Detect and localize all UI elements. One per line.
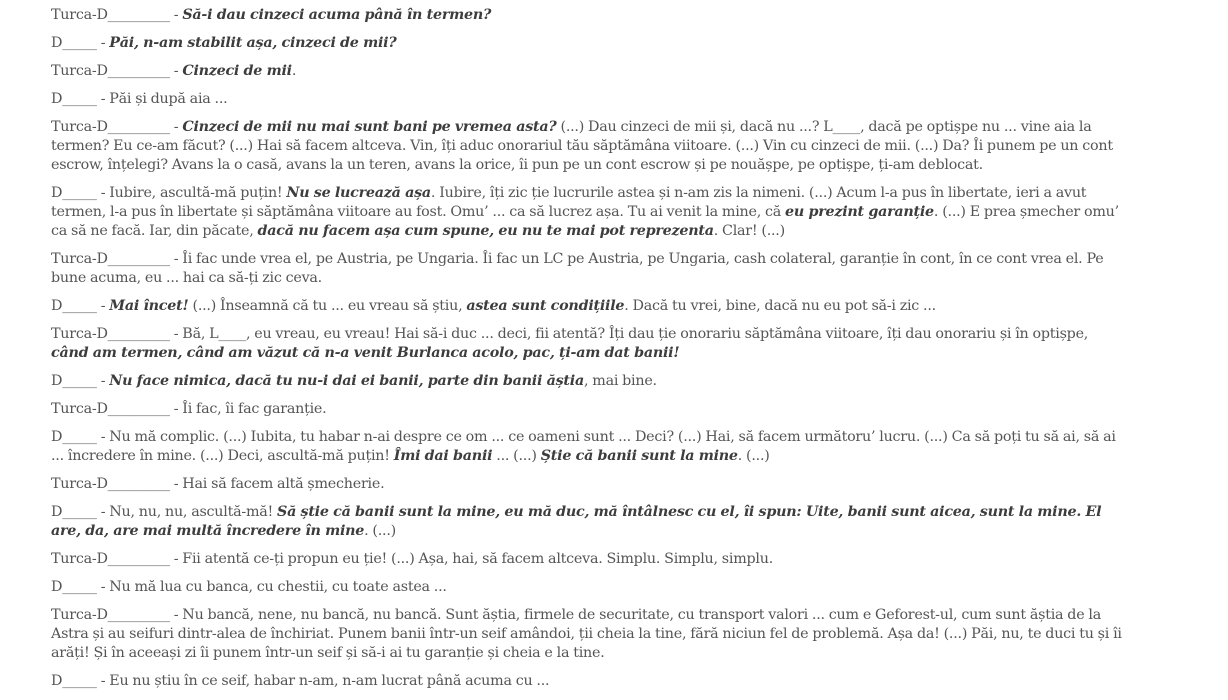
transcript-paragraph <box>51 606 1126 663</box>
transcript-paragraph <box>51 6 1126 25</box>
transcript-paragraph <box>51 400 1126 419</box>
transcript-text: D_____ - Nu, nu, nu, ascultă-mă! <box>51 504 278 520</box>
transcript-text: . Dacă tu vrei, bine, dacă nu eu pot să-i zic ... <box>624 298 936 314</box>
transcript-paragraph <box>51 250 1126 288</box>
transcript-paragraph <box>51 325 1126 363</box>
transcript-text: Turca-D_________ - Nu bancă, nene, nu bancă, nu bancă. Sunt ăștia, firmele de securitate, cu transport valori ... cum e Geforest-ul, cum sunt ăștia de la Astra și au seifuri dintr-alea de închiriat. Punem banii într-un seif amândoi, ții cheia la tine, fără niciun fel de problemă. Așa da! (...) Păi, nu, te duci tu și îi arăți! Și în aceeași zi îi punem într-un seif și să-i ai tu garanție și cheia e la tine. <box>51 607 1122 661</box>
emphasized-quote: Să știe că banii sunt la mine, eu mă duc, mă întâlnesc cu el, îi spun: Uite, banii sunt aicea, sunt la mine. El are, da, are mai multă încredere în mine <box>51 504 1102 539</box>
transcript-text: D_____ - Nu mă lua cu banca, cu chestii, cu toate astea ... <box>51 579 447 595</box>
emphasized-quote: eu prezint garanție <box>785 204 934 220</box>
transcript-text: . (...) <box>364 523 396 539</box>
transcript-text: . (...) E prea șmecher omu’ ca să ne facă. Iar, din păcate, <box>51 204 1119 239</box>
transcript-text: . Clar! (...) <box>713 223 785 239</box>
emphasized-quote: Cinzeci de mii nu mai sunt bani pe vremea asta? <box>182 119 557 135</box>
transcript-text: Turca-D_________ - Bă, L____, eu vreau, eu vreau! Hai să-i duc ... deci, fii atentă? Îți dau ție onorariu săptămâna viitoare, îți dau onorariu și în optișpe, <box>51 326 1089 342</box>
transcript-paragraph <box>51 90 1126 109</box>
transcript-text: ... (...) <box>492 448 541 464</box>
transcript-text: Turca-D_________ - Fii atentă ce-ți propun eu ție! (...) Așa, hai, să facem altceva. Simplu. Simplu, simplu. <box>51 551 773 567</box>
transcript-text: D_____ - Păi și după aia ... <box>51 91 228 107</box>
transcript-text: Turca-D_________ - Îi fac, îi fac garanție. <box>51 401 327 417</box>
transcript-paragraph <box>51 372 1126 391</box>
transcript-text: Turca-D_________ - Îi fac unde vrea el, pe Austria, pe Ungaria. Îi fac un LC pe Austria, pe Ungaria, cash colateral, garanție în cont, în ce cont vrea el. Pe bune acuma, eu ... hai ca să-ți zic ceva. <box>51 251 1104 286</box>
transcript-paragraph <box>51 503 1126 541</box>
transcript-text: . (...) <box>737 448 770 464</box>
transcript-text: D_____ - <box>51 35 110 51</box>
transcript-paragraph <box>51 550 1126 569</box>
transcript-text: (...) Înseamnă că tu ... eu vreau să știu, <box>188 298 467 314</box>
transcript-paragraph <box>51 62 1126 81</box>
emphasized-quote: când am termen, când am văzut că n-a venit Burlanca acolo, pac, ți-am dat banii! <box>51 345 680 361</box>
transcript-paragraph <box>51 118 1126 175</box>
emphasized-quote: Nu face nimica, dacă tu nu-i dai ei banii, parte din banii ăștia <box>109 373 584 389</box>
transcript-text: D_____ - Eu nu știu în ce seif, habar n-am, n-am lucrat până acuma cu ... <box>51 673 550 689</box>
emphasized-quote: Să-i dau cinzeci acuma până în termen? <box>182 7 492 23</box>
transcript-text: D_____ - Nu mă complic. (...) Iubita, tu habar n-ai despre ce om ... ce oameni sunt ... Deci? (...) Hai, să facem următoru’ lucru. (...) Ca să poți tu să ai, să ai ... încredere în mine. (...) Deci, ascultă-mă puțin! <box>51 429 1116 464</box>
transcript-text: Turca-D_________ - Hai să facem altă șmecherie. <box>51 476 385 492</box>
transcript-text: , mai bine. <box>583 373 657 389</box>
emphasized-quote: Păi, n-am stabilit așa, cinzeci de mii? <box>109 35 397 51</box>
emphasized-quote: dacă nu facem așa cum spune, eu nu te mai pot reprezenta <box>257 223 714 239</box>
emphasized-quote: Cinzeci de mii <box>182 63 292 79</box>
transcript-paragraph <box>51 184 1126 241</box>
transcript-text: Turca-D_________ - <box>51 63 183 79</box>
transcript-paragraph <box>51 428 1126 466</box>
transcript-paragraph <box>51 297 1126 316</box>
transcript-text: D_____ - <box>51 373 110 389</box>
transcript-text: (...) Dau cinzeci de mii și, dacă nu ...? L____, dacă pe optișpe nu ... vine aia la termen? Eu ce-am făcut? (...) Hai să facem altceva. Vin, îți aduc onorariul tău săptămâna viitoare. (...) Vin cu cinzeci de mii. (...) Da? Îi punem pe un cont escrow, înțelegi? Avans la o casă, avans la un teren, avans la orice, îi pun pe un cont escrow și pe nouășpe, pe optișpe, ți-am deblocat. <box>51 119 1113 173</box>
emphasized-quote: Îmi dai banii <box>393 448 493 464</box>
transcript-paragraph <box>51 578 1126 597</box>
emphasized-quote: Știe că banii sunt la mine <box>540 448 738 464</box>
transcript-text: D_____ - Iubire, ascultă-mă puțin! <box>51 185 287 201</box>
transcript-paragraph <box>51 34 1126 53</box>
transcript-text: . <box>291 63 297 79</box>
transcript-text: Turca-D_________ - <box>51 119 183 135</box>
emphasized-quote: Nu se lucrează așa <box>286 185 431 201</box>
transcript-paragraph <box>51 475 1126 494</box>
transcript-paragraph <box>51 672 1126 691</box>
transcript-text: . Iubire, îți zic ție lucrurile astea și n-am zis la nimeni. (...) Acum l-a pus în libertate, ieri a avut termen, l-a pus în libertate și săptămâna viitoare au fost. Omu’ ... ca să lucrez așa. Tu ai venit la mine, că <box>51 185 1087 220</box>
emphasized-quote: Mai încet! <box>109 298 189 314</box>
emphasized-quote: astea sunt condițiile <box>466 298 625 314</box>
transcript-text: Turca-D_________ - <box>51 7 183 23</box>
transcript-text: D_____ - <box>51 298 110 314</box>
